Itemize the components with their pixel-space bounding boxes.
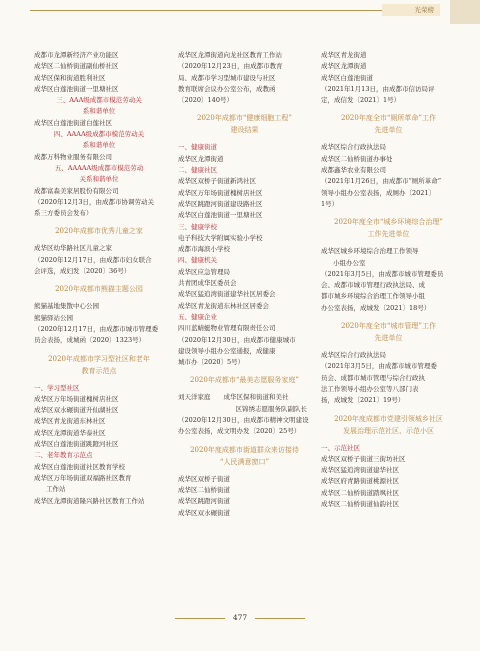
list-entry: 成华区白莲池街道白莲社区 (34, 118, 112, 127)
column-middle (178, 50, 311, 519)
edge-stripe (450, 0, 480, 24)
award-title: “人民满意窗口” (219, 457, 270, 466)
award-title: 2020年度成都市街道群众来访接待 (190, 445, 299, 454)
category-heading: 系和谐单位 (82, 141, 116, 150)
list-entry: 成华区猛追湾街道建华社区居委会 (178, 290, 276, 299)
list-entry: 电子科技大学附属实验小学校 (178, 233, 263, 242)
award-title: 2020年成都市优秀儿童之家 (55, 227, 143, 236)
list-entry: 成都富森美家居股份有限公司 (34, 186, 119, 195)
source-note: 建设领导小组办公室通报，成健康 (178, 346, 276, 355)
source-note: （2021年3月5日，由成都市城市管理委员 (321, 269, 444, 278)
source-note: （2020年12月30日，由成都市健康城市 (178, 335, 296, 344)
list-entry-continued: 工作站 (46, 485, 66, 494)
list-entry: 成华区二仙桥街道仙韵社区 (321, 500, 399, 509)
subsection-heading: 二、健康社区 (178, 166, 217, 175)
source-note: （2020年12月3日，由成都市协调劳动关 (34, 197, 154, 206)
source-note: 员会表扬，成城函〔2020〕1323号） (34, 336, 146, 345)
source-note: （2021年1月13日，由成都市信访局评 (321, 84, 435, 93)
source-note: 城市办〔2020〕5号） (178, 358, 245, 367)
award-title: 2020年成都市熊猫主题公园 (55, 285, 143, 294)
list-entry: 成华区保和街道胜利社区 (34, 73, 106, 82)
subsection-heading: 一、示范社区 (321, 443, 360, 452)
subsection-heading: 三、健康学校 (178, 222, 217, 231)
list-entry: 成华区双水碾街道升仙湖社区 (34, 406, 119, 415)
list-entry: 熊猫基地集散中心公园 (34, 302, 99, 311)
source-note: 教育联席会议办公室公布，成教函 (178, 84, 276, 93)
list-entry: 成华区白莲池街道 (321, 73, 373, 82)
subsection-heading: 五、健康企业 (178, 312, 217, 321)
source-note: 局、成都市学习型城市建设与社区 (178, 73, 276, 82)
source-note: （2021年3月5日，由成都市城市管理委 (321, 362, 437, 371)
list-entry: 成华区青龙街道东林社区居委会 (178, 301, 269, 310)
category-heading: 关系和谐单位 (79, 175, 119, 184)
list-entry: 成华区龙潭街道隆兴路社区教育工作站 (34, 496, 145, 505)
award-title: 先进单位 (374, 334, 403, 343)
list-entry: 成都鑫华农业有限公司 (321, 166, 386, 175)
award-title: 2020年度全市“厕所革命”工作 (341, 114, 436, 123)
subsection-heading: 四、健康机关 (178, 256, 217, 265)
category-heading: 五、AAAAA级成都市模范劳动 (54, 163, 144, 172)
source-note: （2020年12月17日，由成都市妇女联合 (34, 255, 152, 264)
list-entry: 成华区龙潭街道向龙社区教育工作站 (178, 51, 282, 59)
award-title: 教育示范点 (81, 366, 117, 375)
list-entry: 成华区府青路街道桃源社区 (321, 477, 399, 486)
category-heading: 三、AAA级成都市模范劳动关 (56, 96, 142, 105)
list-entry: 熊猫驿站公园 (34, 313, 73, 322)
award-title: 2020年成都市“最美志愿服务家庭” (190, 376, 299, 385)
source-note: 〔2020〕140号） (178, 96, 233, 105)
list-entry: 成华区青龙街道 (321, 51, 367, 59)
running-header (0, 0, 480, 24)
list-entry: 成华区万年场街道双福路社区教育 (34, 473, 132, 482)
list-entry: 成华区双桥子街道 (178, 474, 230, 483)
list-entry: 成华区白莲池街道社区教育学校 (34, 462, 125, 471)
list-entry: 成华区二仙桥街道踏飒社区 (321, 488, 399, 497)
list-entry: 成华区二仙桥街道 (178, 485, 230, 494)
list-entry: 成华区万年场街道槐树店社区 (178, 188, 263, 197)
header-rule (30, 10, 440, 11)
list-entry: 成华区跳蹬河街道建设路社区 (178, 199, 263, 208)
source-note: 法工作领导小组办公室等八部门表 (321, 384, 419, 393)
subsection-heading: 一、学习型社区 (34, 383, 80, 392)
source-note: 办公室表扬，成文明办发〔2020〕25号） (178, 427, 301, 436)
award-title: 工作先进单位 (367, 230, 410, 239)
award-title: 发展治理示范社区、示范小区 (343, 426, 434, 435)
list-entry: 成华区白莲池街道跳蹬河社区 (34, 440, 119, 449)
source-note: 都市城乡环境综合治理工作领导小组 (321, 292, 425, 301)
list-entry: 成华区白莲池街道一里塘社区 (178, 211, 263, 220)
source-note: 会评选，成妇发〔2020〕36号） (34, 267, 131, 276)
source-note: 系三方委员会发布） (34, 209, 93, 218)
subsection-heading: 一、健康街道 (178, 143, 217, 152)
column-left (34, 50, 164, 507)
list-entry: 成都万科物业服务有限公司 (34, 152, 112, 161)
list-entry: 成华区双水碾街道 (178, 508, 230, 517)
list-entry: 成华区龙潭街道 (321, 62, 367, 71)
list-entry: 成华区幼华路社区儿童之家 (34, 244, 112, 253)
list-entry-continued: 区锦绣志愿服务队副队长 (190, 404, 307, 413)
source-note: 1号） (321, 199, 339, 208)
list-entry: 成华区万年场街道槐树店社区 (34, 394, 119, 403)
subsection-heading: 二、老年教育示范点 (34, 451, 93, 460)
page-number: 477 (0, 613, 480, 622)
list-entry: 四川蓝蜻蜓物业管理有限责任公司 (178, 324, 276, 333)
list-entry: 成华区二仙桥街道办事处 (321, 154, 393, 163)
award-title: 2020年度成都市党建引领城乡社区 (334, 414, 443, 423)
list-entry: 成华区青龙街道东林社区 (34, 417, 106, 426)
source-note: 会、成都市城市管理行政执法局、成 (321, 281, 425, 290)
list-entry: 成都市龙潭新经济产业功能区 (34, 51, 119, 59)
list-entry: 成华区双桥子街道三街坊社区 (321, 454, 406, 463)
source-note: （2020年12月30日，由成都市精神文明建设 (178, 416, 309, 425)
source-note: （2020年12月23日，由成都市教育 (178, 62, 283, 71)
source-note: 扬，成城发〔2021〕19号） (321, 396, 405, 405)
list-entry: 成华区猛追湾街道建华社区 (321, 466, 399, 475)
source-note: （2020年12月17日，由成都市城市管理委 (34, 324, 159, 333)
list-entry: 成都市海滨小学校 (178, 245, 230, 254)
source-note: 员会、成都市城市管理与综合行政执 (321, 373, 425, 382)
category-heading: 四、AAAA级成都市模范劳动关 (53, 130, 145, 139)
list-entry-continued: 小组办公室 (333, 258, 366, 267)
award-title: 2020年成都市学习型社区和老年 (48, 354, 150, 363)
source-note: （2021年1月26日，由成都市“厕所革命” (321, 177, 442, 186)
category-heading: 系和谐单位 (82, 107, 116, 116)
source-note: 办公室表扬，成城发〔2021〕18号） (321, 303, 431, 312)
list-entry: 成华区二仙桥街道副仙桥社区 (34, 62, 119, 71)
source-note: 领导小组办公室表扬，成厕办〔2021〕 (321, 188, 436, 197)
list-entry: 成华区跳蹬河街道 (178, 497, 230, 506)
list-entry: 成华区龙潭街道 (178, 154, 224, 163)
award-title: 2020年度全市“城乡环境综合治理” (334, 218, 443, 227)
list-entry: 成华区双桥子街道新鸿社区 (178, 177, 256, 186)
list-entry: 共青团成华区委员会 (178, 279, 237, 288)
award-title: 先进单位 (374, 126, 403, 135)
award-title: 建设结果 (230, 126, 259, 135)
award-title: 2020年成都市“健康细胞工程” (197, 114, 292, 123)
list-entry: 成华区应急管理局 (178, 267, 230, 276)
list-entry: 刘天洋家庭 成华区保和街道和美社 (178, 393, 289, 402)
list-entry: 成华区城乡环境综合治理工作领导 (321, 247, 419, 256)
award-title: 2020年度全市“城市管理”工作 (341, 322, 436, 331)
list-entry: 成华区综合行政执法局 (321, 143, 386, 152)
list-entry: 成华区综合行政执法局 (321, 351, 386, 360)
list-entry: 成华区龙潭街道华泰社区 (34, 428, 106, 437)
column-right (321, 50, 456, 510)
section-tag: 光荣榜 (414, 6, 434, 14)
source-note: 定，成信发〔2021〕1号） (321, 96, 401, 105)
list-entry: 成华区白莲池街道一里塘社区 (34, 84, 119, 93)
